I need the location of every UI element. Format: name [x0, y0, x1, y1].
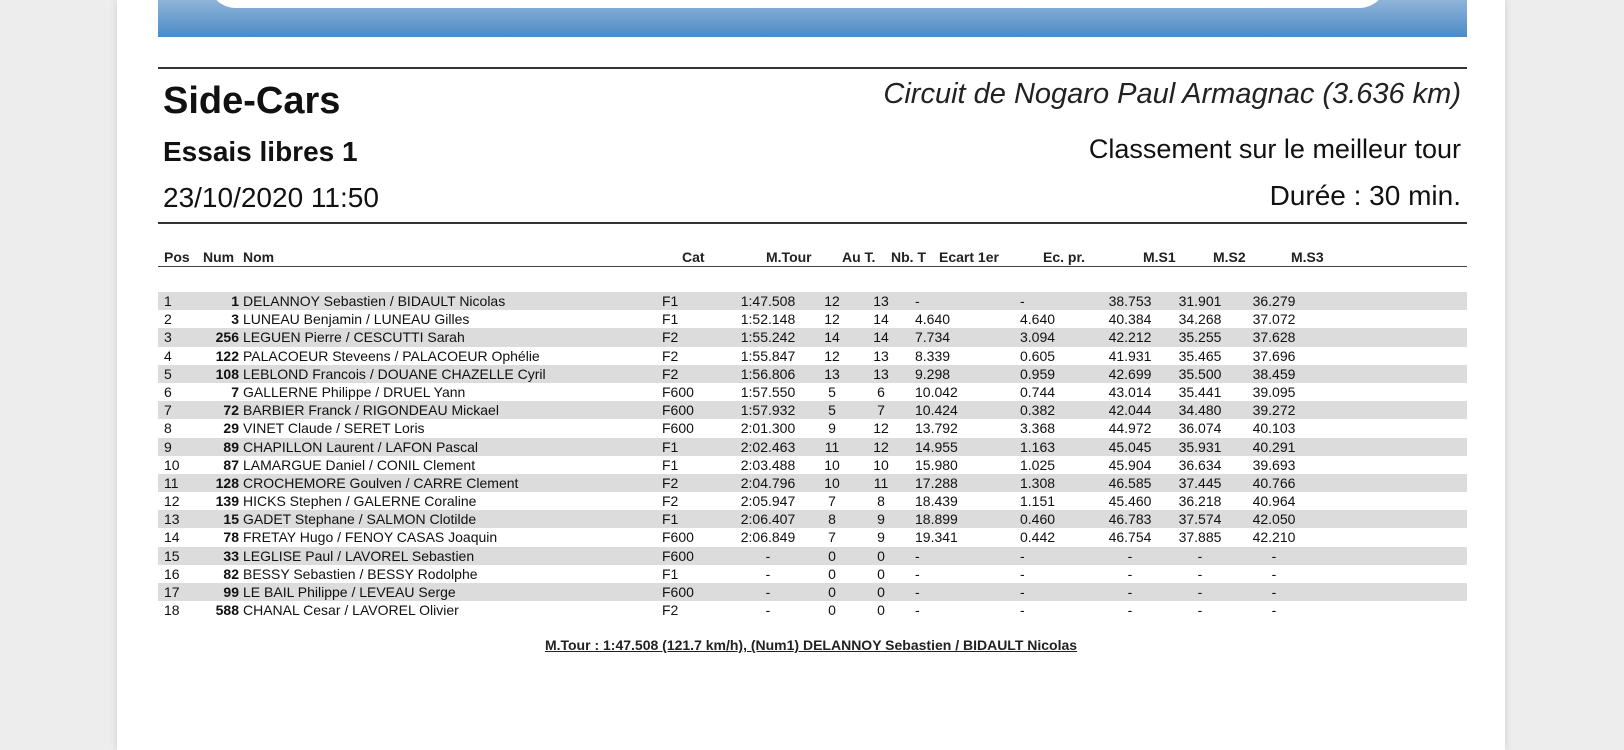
cell-ecpr: -: [1020, 547, 1025, 564]
header-rule: [158, 222, 1467, 224]
cell-nbt: 0: [877, 584, 885, 600]
cell-num: 99: [223, 584, 239, 600]
cell-ms1: 45.460: [1108, 493, 1152, 510]
cell-ms1: 46.585: [1108, 474, 1152, 491]
cell-ecpr: 3.368: [1020, 420, 1056, 437]
cell-nom: LUNEAU Benjamin / LUNEAU Gilles: [243, 311, 470, 328]
cell-ms2: 35.255: [1178, 329, 1222, 346]
cell-nbt: 10: [873, 456, 889, 473]
table-row: [158, 292, 1467, 310]
table-row: [158, 347, 1467, 365]
cell-nom: GADET Stephane / SALMON Clotilde: [243, 511, 477, 528]
cell-nbt: 13: [873, 293, 889, 309]
table-row: [158, 583, 1467, 601]
cell-nom: FRETAY Hugo / FENOY CASAS Joaquin: [243, 529, 498, 546]
cell-num: 588: [215, 602, 239, 619]
cell-ms2: 35.500: [1178, 365, 1222, 382]
table-row: [158, 383, 1467, 401]
col-ms2: M.S2: [1213, 249, 1246, 265]
cell-nbt: 0: [877, 602, 885, 619]
cell-ms1: 44.972: [1108, 420, 1152, 437]
cell-cat: F1: [662, 438, 679, 455]
cell-ecart: 13.792: [915, 420, 958, 437]
cell-cat: F2: [662, 493, 679, 510]
cell-cat: F1: [662, 456, 679, 473]
cell-mtour: 2:01.300: [740, 420, 796, 437]
cell-mtour: 1:57.932: [740, 402, 796, 419]
results-table: [158, 292, 1467, 619]
cell-ecart: 17.288: [915, 474, 958, 491]
cell-ms3: 40.964: [1252, 493, 1296, 510]
cell-ms3: -: [1271, 602, 1277, 619]
table-row: [158, 510, 1467, 528]
cell-ms2: 35.465: [1178, 347, 1222, 364]
cell-pos: 16: [164, 565, 180, 582]
cell-nom: PALACOEUR Steveens / PALACOEUR Ophélie: [243, 347, 540, 364]
cell-mtour: 2:05.947: [740, 493, 796, 510]
cell-ms3: 42.210: [1252, 529, 1296, 546]
col-mtour: M.Tour: [766, 249, 812, 265]
top-rule: [158, 67, 1467, 69]
cell-cat: F2: [662, 474, 679, 491]
cell-ms1: 46.754: [1108, 529, 1152, 546]
cell-pos: 2: [164, 311, 172, 328]
results-sheet: [117, 0, 1505, 750]
cell-ms1: 45.045: [1108, 438, 1152, 455]
col-num: Num: [203, 249, 235, 265]
cell-pos: 17: [164, 584, 180, 600]
cell-ms2: 34.480: [1178, 402, 1222, 419]
cell-ms3: 38.459: [1252, 365, 1296, 382]
cell-aut: 5: [828, 383, 836, 400]
cell-ms2: 31.901: [1178, 293, 1222, 309]
cell-ms2: 37.574: [1178, 511, 1222, 528]
cell-ms2: 37.885: [1178, 529, 1222, 546]
cell-ms3: 40.766: [1252, 474, 1296, 491]
session-title: Essais libres 1: [163, 136, 358, 167]
cell-pos: 1: [164, 293, 172, 309]
cell-nom: HICKS Stephen / GALERNE Coraline: [243, 493, 477, 510]
col-nom: Nom: [243, 249, 275, 265]
cell-pos: 3: [164, 329, 172, 346]
cell-mtour: 2:04.796: [740, 474, 796, 491]
cell-cat: F1: [662, 565, 679, 582]
cell-ecpr: 0.460: [1020, 511, 1056, 528]
cell-aut: 8: [828, 511, 836, 528]
cell-num: 15: [223, 511, 239, 528]
cell-nom: LAMARGUE Daniel / CONIL Clement: [243, 456, 476, 473]
cell-cat: F2: [662, 347, 679, 364]
cell-ms1: 40.384: [1108, 311, 1152, 328]
cell-nbt: 14: [873, 311, 889, 328]
table-row: [158, 438, 1467, 456]
cell-ecpr: 4.640: [1020, 311, 1056, 328]
cell-ms3: 40.291: [1252, 438, 1296, 455]
cell-pos: 8: [164, 420, 172, 437]
cell-aut: 11: [824, 438, 840, 455]
cell-num: 72: [223, 402, 239, 419]
table-row: [158, 328, 1467, 346]
cell-ms2: 36.218: [1178, 493, 1222, 510]
cell-ms3: 36.279: [1252, 293, 1296, 309]
best-lap-summary: M.Tour : 1:47.508 (121.7 km/h), (Num1) DELANNOY Sebastien / BIDAULT Nicolas: [544, 637, 1078, 653]
cell-ecart: -: [915, 547, 920, 564]
cell-ms1: 43.014: [1108, 383, 1152, 400]
cell-nbt: 8: [877, 493, 885, 510]
cell-num: 139: [215, 493, 239, 510]
cell-ecart: 15.980: [915, 456, 958, 473]
cell-mtour: 1:55.242: [740, 329, 796, 346]
cell-aut: 5: [828, 402, 836, 419]
col-pos: Pos: [164, 249, 190, 265]
cell-aut: 12: [824, 311, 840, 328]
cell-ecart: 10.042: [915, 383, 958, 400]
cell-ms1: -: [1127, 602, 1133, 619]
cell-ms1: -: [1127, 547, 1133, 564]
cell-num: 78: [223, 529, 239, 546]
circuit-name: Circuit de Nogaro Paul Armagnac (3.636 km): [883, 78, 1461, 110]
table-row: [158, 310, 1467, 328]
session-datetime: 23/10/2020 11:50: [163, 182, 379, 213]
cell-ecart: -: [915, 565, 920, 582]
cell-ms3: 39.272: [1252, 402, 1296, 419]
cell-ms1: -: [1127, 584, 1133, 600]
cell-num: 7: [231, 383, 239, 400]
cell-nbt: 0: [877, 547, 885, 564]
header-banner: [158, 0, 1467, 37]
cell-pos: 10: [164, 456, 180, 473]
cell-ecpr: -: [1020, 565, 1025, 582]
cell-ms3: 37.696: [1252, 347, 1296, 364]
col-aut: Au T.: [842, 249, 876, 265]
cell-ecpr: 1.025: [1020, 456, 1056, 473]
cell-nbt: 12: [873, 420, 889, 437]
ranking-method: Classement sur le meilleur tour: [1088, 134, 1461, 164]
cell-aut: 7: [828, 493, 836, 510]
cell-mtour: -: [765, 602, 771, 619]
cell-nbt: 6: [877, 383, 885, 400]
cell-ms3: 37.072: [1252, 311, 1296, 328]
cell-ecart: 7.734: [915, 329, 951, 346]
table-row: [158, 456, 1467, 474]
cell-cat: F1: [662, 511, 679, 528]
cell-num: 87: [223, 456, 239, 473]
cell-aut: 0: [828, 584, 836, 600]
table-row: [158, 419, 1467, 437]
cell-ecart: 9.298: [915, 365, 951, 382]
cell-nom: DELANNOY Sebastien / BIDAULT Nicolas: [243, 293, 506, 309]
cell-ms2: 37.445: [1178, 474, 1222, 491]
cell-nbt: 13: [873, 347, 889, 364]
cell-ms3: 39.095: [1252, 383, 1296, 400]
cell-ms2: 35.931: [1178, 438, 1222, 455]
cell-ms2: -: [1197, 547, 1203, 564]
session-duration: Durée : 30 min.: [1269, 180, 1461, 211]
cell-aut: 10: [824, 474, 840, 491]
cell-num: 33: [223, 547, 239, 564]
cell-ecpr: -: [1020, 602, 1025, 619]
cell-cat: F1: [662, 293, 679, 309]
cell-ms1: 42.212: [1108, 329, 1152, 346]
cell-mtour: 1:55.847: [740, 347, 796, 364]
column-header-rule: [158, 266, 1467, 267]
col-cat: Cat: [682, 249, 705, 265]
cell-mtour: 1:52.148: [740, 311, 796, 328]
cell-pos: 9: [164, 438, 172, 455]
cell-cat: F600: [662, 584, 694, 600]
cell-ms2: -: [1197, 602, 1203, 619]
col-ecpr: Ec. pr.: [1043, 249, 1086, 265]
table-row: [158, 401, 1467, 419]
cell-nom: CHAPILLON Laurent / LAFON Pascal: [243, 438, 478, 455]
page-title: Side-Cars: [163, 80, 341, 122]
cell-ecpr: 0.744: [1020, 383, 1056, 400]
cell-nom: GALLERNE Philippe / DRUEL Yann: [243, 383, 466, 400]
cell-cat: F600: [662, 529, 694, 546]
cell-ecart: -: [915, 602, 920, 619]
cell-ms1: 46.783: [1108, 511, 1152, 528]
cell-mtour: 2:03.488: [740, 456, 796, 473]
cell-nom: LEGLISE Paul / LAVOREL Sebastien: [243, 547, 475, 564]
cell-cat: F1: [662, 311, 679, 328]
cell-ms1: 45.904: [1108, 456, 1152, 473]
table-row: [158, 565, 1467, 583]
cell-ecart: 4.640: [915, 311, 951, 328]
cell-nom: LEGUEN Pierre / CESCUTTI Sarah: [243, 329, 465, 346]
cell-nbt: 9: [877, 511, 885, 528]
cell-nbt: 7: [877, 402, 885, 419]
cell-ms1: 38.753: [1108, 293, 1152, 309]
cell-mtour: -: [765, 547, 771, 564]
cell-ecart: 18.439: [915, 493, 958, 510]
cell-nbt: 0: [877, 565, 885, 582]
banner-shape: [208, 0, 1387, 8]
cell-ms2: -: [1197, 584, 1203, 600]
cell-mtour: 1:57.550: [740, 383, 796, 400]
cell-ms3: 39.693: [1252, 456, 1296, 473]
cell-mtour: 1:56.806: [740, 365, 796, 382]
cell-num: 128: [215, 474, 239, 491]
table-row: [158, 492, 1467, 510]
cell-ms3: 40.103: [1252, 420, 1296, 437]
cell-cat: F600: [662, 420, 694, 437]
cell-cat: F600: [662, 402, 694, 419]
cell-pos: 14: [164, 529, 180, 546]
cell-ms3: -: [1271, 584, 1277, 600]
cell-ms1: 41.931: [1108, 347, 1152, 364]
cell-ms2: 36.074: [1178, 420, 1222, 437]
cell-ms2: 36.634: [1178, 456, 1222, 473]
cell-ms3: -: [1271, 547, 1277, 564]
cell-cat: F600: [662, 383, 694, 400]
cell-mtour: 2:02.463: [740, 438, 796, 455]
cell-nbt: 9: [877, 529, 885, 546]
cell-ecpr: 1.308: [1020, 474, 1056, 491]
cell-nbt: 12: [873, 438, 889, 455]
cell-pos: 15: [164, 547, 180, 564]
cell-nbt: 11: [873, 474, 889, 491]
cell-num: 29: [223, 420, 239, 437]
cell-ms3: -: [1271, 565, 1277, 582]
cell-ms1: 42.699: [1108, 365, 1152, 382]
cell-pos: 7: [164, 402, 172, 419]
cell-mtour: 2:06.849: [740, 529, 796, 546]
cell-ecart: 8.339: [915, 347, 951, 364]
cell-nom: CHANAL Cesar / LAVOREL Olivier: [243, 602, 459, 619]
cell-num: 256: [215, 329, 239, 346]
cell-ms3: 37.628: [1252, 329, 1296, 346]
cell-ecpr: 3.094: [1020, 329, 1056, 346]
cell-pos: 12: [164, 493, 180, 510]
cell-ecart: -: [915, 293, 920, 309]
cell-pos: 4: [164, 347, 172, 364]
cell-nom: BESSY Sebastien / BESSY Rodolphe: [243, 565, 478, 582]
cell-nom: LEBLOND Francois / DOUANE CHAZELLE Cyril: [243, 365, 546, 382]
cell-aut: 0: [828, 547, 836, 564]
cell-ecpr: -: [1020, 293, 1025, 309]
cell-mtour: 1:47.508: [740, 293, 796, 309]
cell-num: 108: [215, 365, 239, 382]
cell-cat: F2: [662, 329, 679, 346]
cell-aut: 14: [824, 329, 840, 346]
cell-nom: BARBIER Franck / RIGONDEAU Mickael: [243, 402, 499, 419]
cell-nbt: 13: [873, 365, 889, 382]
table-row: [158, 474, 1467, 492]
cell-pos: 5: [164, 365, 172, 382]
cell-ms2: 35.441: [1178, 383, 1222, 400]
col-ecart: Ecart 1er: [939, 249, 999, 265]
cell-num: 89: [223, 438, 239, 455]
cell-ecart: 18.899: [915, 511, 958, 528]
table-row: [158, 601, 1467, 619]
cell-num: 82: [223, 565, 239, 582]
cell-aut: 0: [828, 602, 836, 619]
cell-pos: 6: [164, 383, 172, 400]
cell-ecpr: 1.163: [1020, 438, 1056, 455]
cell-nom: VINET Claude / SERET Loris: [243, 420, 425, 437]
cell-pos: 11: [164, 474, 179, 491]
cell-ms1: 42.044: [1108, 402, 1152, 419]
table-row: [158, 365, 1467, 383]
cell-aut: 0: [828, 565, 836, 582]
cell-pos: 13: [164, 511, 180, 528]
cell-ecpr: -: [1020, 584, 1025, 600]
cell-aut: 13: [824, 365, 840, 382]
table-row: [158, 547, 1467, 565]
cell-aut: 7: [828, 529, 836, 546]
cell-ms1: -: [1127, 565, 1133, 582]
col-ms1: M.S1: [1143, 249, 1176, 265]
cell-num: 1: [231, 293, 239, 309]
cell-mtour: -: [765, 584, 771, 600]
cell-ecpr: 0.382: [1020, 402, 1056, 419]
cell-ecart: -: [915, 584, 920, 600]
cell-ms2: 34.268: [1178, 311, 1222, 328]
cell-ms3: 42.050: [1252, 511, 1296, 528]
cell-nbt: 14: [873, 329, 889, 346]
cell-ecart: 10.424: [915, 402, 958, 419]
cell-cat: F2: [662, 602, 679, 619]
cell-aut: 10: [824, 456, 840, 473]
cell-cat: F2: [662, 365, 679, 382]
col-nbt: Nb. T: [891, 249, 926, 265]
cell-mtour: -: [765, 565, 771, 582]
cell-num: 122: [215, 347, 239, 364]
cell-aut: 12: [824, 347, 840, 364]
cell-num: 3: [231, 311, 239, 328]
cell-ecpr: 0.959: [1020, 365, 1056, 382]
cell-ecpr: 1.151: [1020, 493, 1056, 510]
cell-cat: F600: [662, 547, 694, 564]
cell-aut: 9: [828, 420, 836, 437]
col-ms3: M.S3: [1291, 249, 1324, 265]
cell-mtour: 2:06.407: [740, 511, 796, 528]
cell-nom: LE BAIL Philippe / LEVEAU Serge: [243, 584, 456, 600]
cell-aut: 12: [824, 293, 840, 309]
table-row: [158, 528, 1467, 546]
cell-nom: CROCHEMORE Goulven / CARRE Clement: [243, 474, 519, 491]
cell-pos: 18: [164, 602, 180, 619]
cell-ecart: 14.955: [915, 438, 958, 455]
cell-ms2: -: [1197, 565, 1203, 582]
cell-ecart: 19.341: [915, 529, 958, 546]
cell-ecpr: 0.442: [1020, 529, 1056, 546]
cell-ecpr: 0.605: [1020, 347, 1056, 364]
